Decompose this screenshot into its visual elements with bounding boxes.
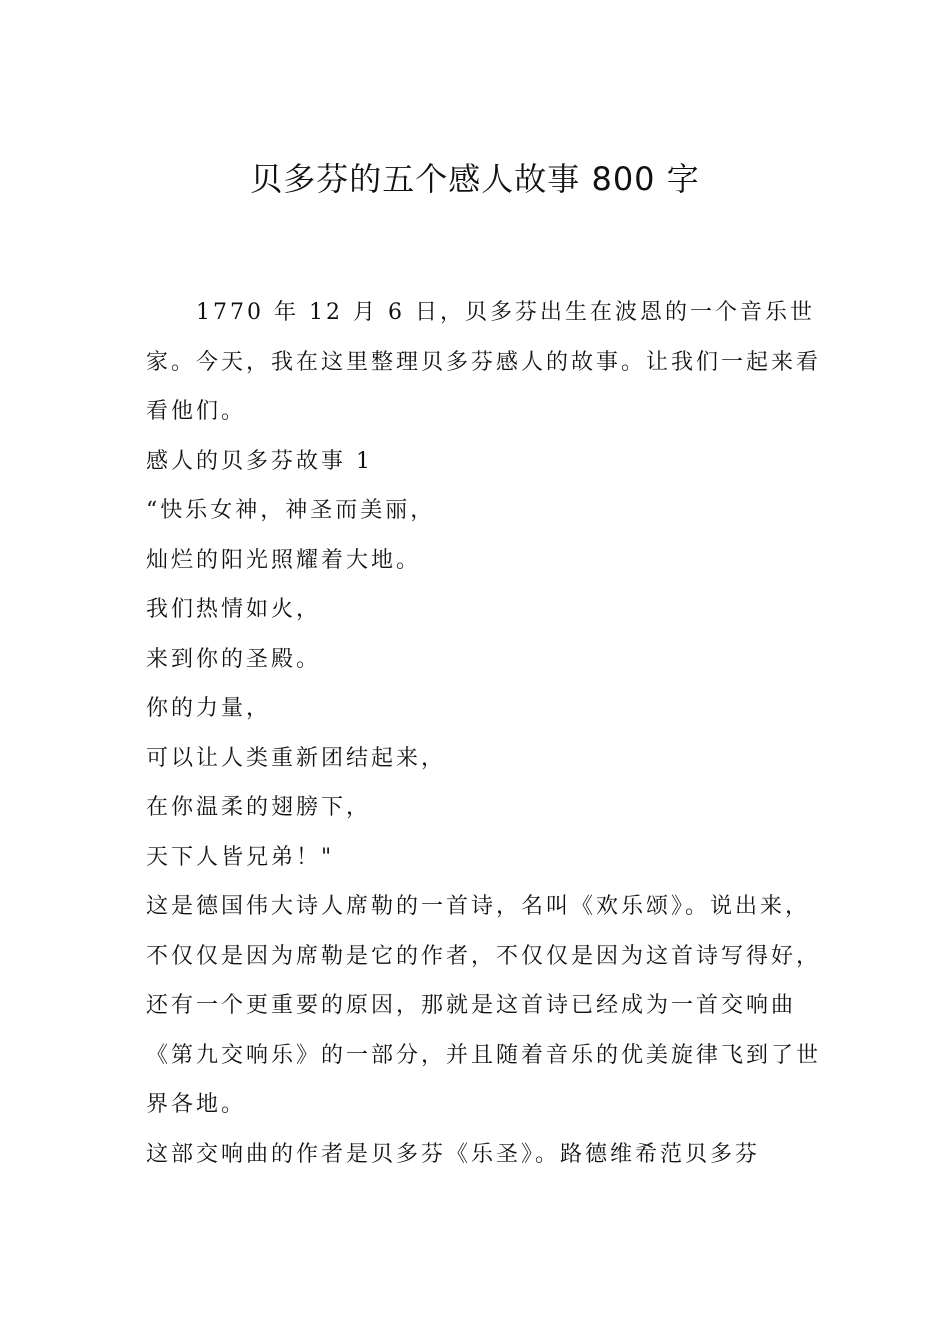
poem-line: 你的力量，: [146, 696, 272, 721]
poem-line: 可以让人类重新团结起来，: [146, 745, 447, 771]
poem-line: “快乐女神，神圣而美丽，: [146, 498, 436, 523]
document-body: [146, 288, 826, 1179]
paragraph-symphony: 这部交响曲的作者是贝多芬《乐圣》。路德维希范贝多芬: [146, 1141, 761, 1167]
paragraph-schiller: 这是德国伟大诗人席勒的一首诗，名叫《欢乐颂》。说出来，不仅仅是因为席勒是它的作者，不仅仅是因为这首诗写得好，还有一个更重要的原因，那就是这首诗已经成为一首交响曲《第九交响乐》的一部分，并且随着音乐的优美旋律飞到了世界各地。: [146, 894, 822, 1117]
paragraph-intro: 1770 年 12 月 6 日，贝多芬出生在波恩的一个音乐世家。今天，我在这里整理贝多芬感人的故事。让我们一起来看看他们。: [146, 300, 822, 424]
poem-line: 天下人皆兄弟！": [146, 844, 335, 870]
poem-line: 灿烂的阳光照耀着大地。: [146, 547, 422, 573]
document-title: 贝多芬的五个感人故事 800 字: [250, 160, 700, 198]
poem-line: 来到你的圣殿。: [146, 646, 322, 672]
paragraph-heading-story-1: 感人的贝多芬故事 1: [146, 448, 373, 474]
poem-line: 我们热情如火，: [146, 597, 322, 622]
poem-line: 在你温柔的翅膀下，: [146, 795, 372, 820]
